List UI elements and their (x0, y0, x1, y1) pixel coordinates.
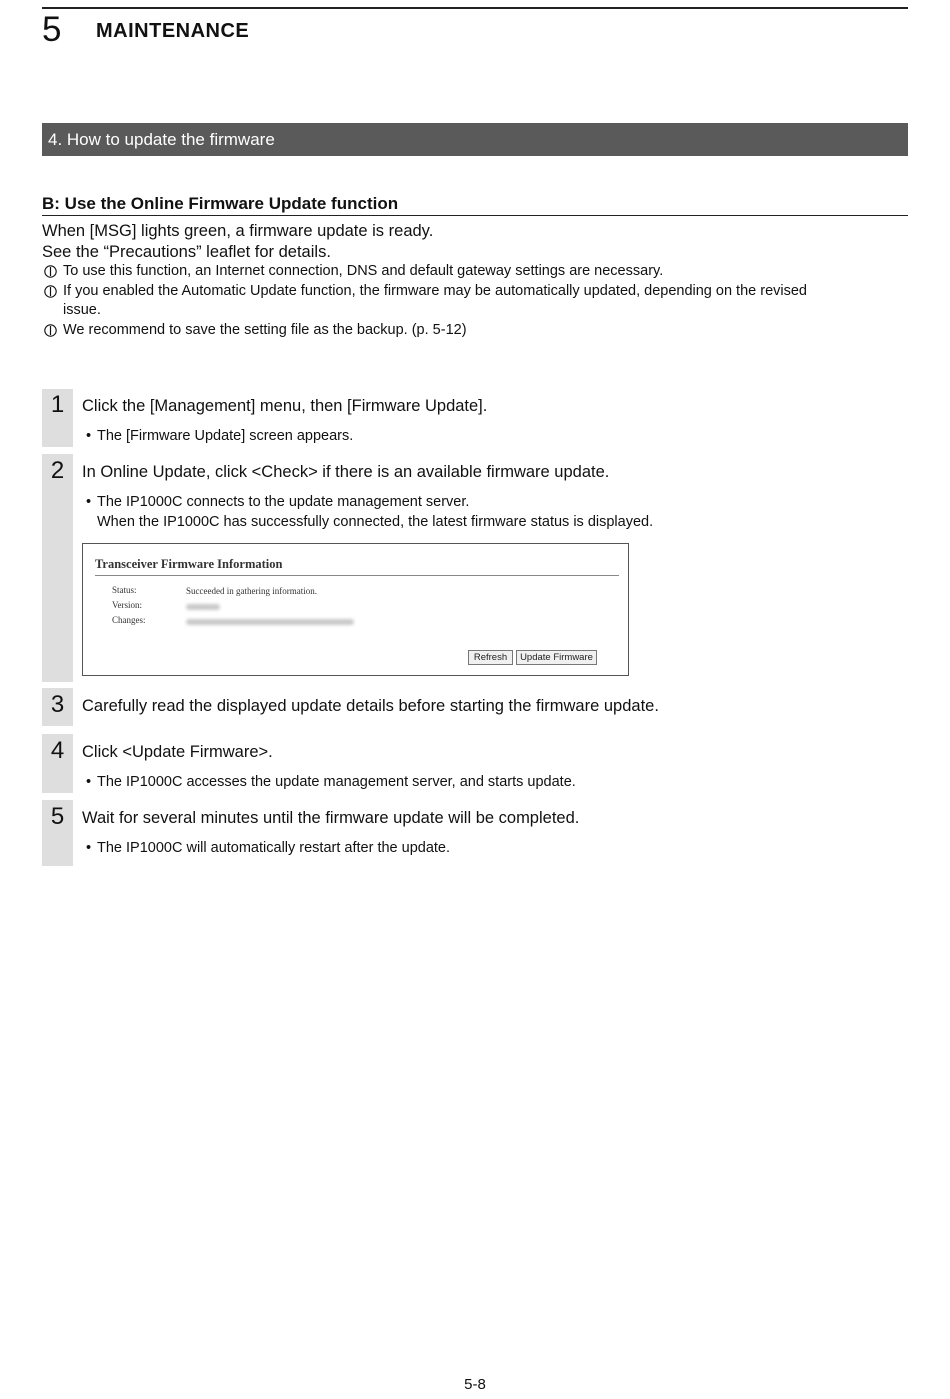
note-backup (42, 321, 908, 340)
step-number-1: 1 (50, 391, 65, 418)
step-bullet-2 (86, 492, 653, 532)
step-title-2: In Online Update, click <Check> if there is an available firmware update. (82, 463, 610, 481)
step-bullet-5 (86, 838, 450, 858)
step-bar-2 (42, 454, 73, 682)
bullet-text: The IP1000C connects to the update management server. (97, 494, 470, 510)
subsection-title: B: Use the Online Firmware Update function (42, 194, 908, 216)
note-text: To use this function, an Internet connection, DNS and default gateway settings are necessary. (63, 263, 664, 279)
version-value-blurred (186, 604, 220, 610)
changes-label: Changes: (112, 615, 146, 625)
screenshot-divider (95, 575, 619, 576)
step-number-4: 4 (50, 737, 65, 764)
note-text-cont: issue. (63, 302, 101, 318)
note-auto-update (42, 282, 908, 320)
step-number-5: 5 (50, 803, 65, 830)
changes-value-blurred (186, 619, 354, 625)
info-icon (44, 324, 57, 337)
info-icon (44, 265, 57, 278)
step-number-2: 2 (50, 457, 65, 484)
top-rule (42, 7, 908, 9)
bullet-text-cont: When the IP1000C has successfully connected, the latest firmware status is displayed. (97, 514, 654, 530)
update-firmware-button[interactable]: Update Firmware (516, 650, 597, 665)
status-label: Status: (112, 585, 137, 595)
firmware-info-screenshot (82, 543, 629, 676)
bullet-marker: • (86, 494, 92, 510)
page-number: 5-8 (464, 1376, 486, 1393)
bullet-text: The [Firmware Update] screen appears. (97, 428, 354, 444)
bullet-text: The IP1000C will automatically restart after the update. (97, 840, 451, 856)
note-text: We recommend to save the setting file as the backup. (p. 5-12) (63, 322, 467, 338)
status-value: Succeeded in gathering information. (186, 586, 317, 596)
step-title-3: Carefully read the displayed update details before starting the firmware update. (82, 697, 659, 715)
step-title-4: Click <Update Firmware>. (82, 743, 273, 761)
screenshot-title: Transceiver Firmware Information (95, 557, 283, 571)
step-title-1: Click the [Management] menu, then [Firmware Update]. (82, 397, 488, 415)
step-number-3: 3 (50, 691, 65, 718)
step-bullet-1 (86, 426, 353, 446)
note-internet (42, 262, 908, 281)
intro-line-1: When [MSG] lights green, a firmware update is ready. (42, 222, 434, 240)
note-text: If you enabled the Automatic Update function, the firmware may be automatically updated, depending on the revised (63, 283, 807, 299)
chapter-number: 5 (42, 10, 62, 49)
bullet-marker: • (86, 840, 92, 856)
bullet-text: The IP1000C accesses the update management server, and starts update. (97, 774, 576, 790)
info-icon (44, 285, 57, 298)
chapter-title: MAINTENANCE (96, 20, 250, 42)
bullet-marker: • (86, 428, 92, 444)
step-title-5: Wait for several minutes until the firmware update will be completed. (82, 809, 580, 827)
intro-line-2: See the “Precautions” leaflet for details. (42, 243, 331, 261)
bullet-marker: • (86, 774, 92, 790)
version-label: Version: (112, 600, 142, 610)
section-title: 4. How to update the firmware (42, 123, 908, 156)
refresh-button[interactable]: Refresh (468, 650, 513, 665)
step-bullet-4 (86, 772, 576, 792)
intro-text (42, 221, 433, 263)
